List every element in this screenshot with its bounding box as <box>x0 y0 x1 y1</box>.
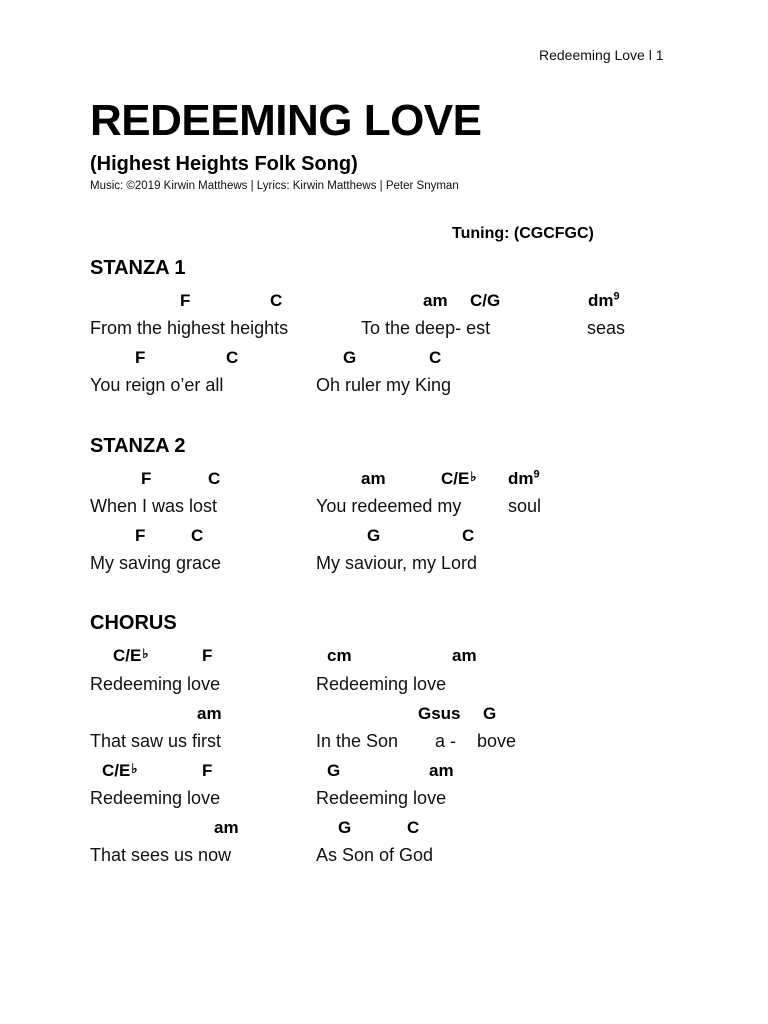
lyric: In the Son <box>316 731 399 751</box>
chord: F <box>202 761 213 780</box>
lyric: As Son of God <box>316 845 434 865</box>
chord: C/E♭ <box>113 646 149 665</box>
chord: C <box>226 348 239 367</box>
chord: cm <box>327 646 352 665</box>
chord: C <box>191 526 204 545</box>
chord: F <box>135 526 146 545</box>
song-title: REDEEMING LOVE <box>90 96 482 145</box>
page-header: Redeeming Love l 1 <box>539 47 664 63</box>
lyric: seas <box>587 318 626 338</box>
lyric: Redeeming love <box>316 788 447 808</box>
chord: am <box>452 646 477 665</box>
lyric: My saviour, my Lord <box>316 553 478 573</box>
chord: C/E♭ <box>102 761 138 780</box>
chord: C <box>429 348 442 367</box>
chord: C <box>407 818 420 837</box>
chord: am <box>429 761 454 780</box>
section-heading: STANZA 1 <box>90 257 186 279</box>
lyric: That sees us now <box>90 845 232 865</box>
chord: G <box>343 348 357 367</box>
chord: F <box>180 291 191 310</box>
chord: G <box>367 526 381 545</box>
song-subtitle: (Highest Heights Folk Song) <box>90 153 358 175</box>
lyric: Oh ruler my King <box>316 375 452 395</box>
lyric: That saw us first <box>90 731 222 751</box>
lyric: Redeeming love <box>90 674 221 694</box>
chord: G <box>338 818 352 837</box>
lyric: Redeeming love <box>316 674 447 694</box>
chord: G <box>327 761 341 780</box>
chord: F <box>135 348 146 367</box>
lyric: soul <box>508 496 542 516</box>
lyric: bove <box>477 731 517 751</box>
chord: C/E♭ <box>441 469 477 488</box>
chord: C <box>462 526 475 545</box>
chord: am <box>197 704 222 723</box>
lyric: My saving grace <box>90 553 222 573</box>
chord: F <box>141 469 152 488</box>
chord: am <box>214 818 239 837</box>
lyric: When I was lost <box>90 496 218 516</box>
section-heading: STANZA 2 <box>90 435 186 457</box>
chord: am <box>423 291 448 310</box>
chord: G <box>483 704 497 723</box>
lyric: Redeeming love <box>90 788 221 808</box>
chord: am <box>361 469 386 488</box>
chord: $dm^9$ <box>508 468 540 488</box>
section-heading: CHORUS <box>90 612 177 634</box>
chord: C/G <box>470 291 501 310</box>
lyric: a - <box>435 731 457 751</box>
lyric: You redeemed my <box>316 496 462 516</box>
lyric: From the highest heights <box>90 318 289 338</box>
chord: C <box>270 291 283 310</box>
tuning-label: Tuning: (CGCFGC) <box>452 225 594 242</box>
song-credits: Music: ©2019 Kirwin Matthews | Lyrics: Kirwin Matthews | Peter Snyman <box>90 180 459 192</box>
lyric: To the deep- est <box>361 318 491 338</box>
chord: F <box>202 646 213 665</box>
chord: $dm^9$ <box>588 290 620 310</box>
lyric: You reign o’er all <box>90 375 224 395</box>
chord: Gsus <box>418 704 461 723</box>
chord: C <box>208 469 221 488</box>
